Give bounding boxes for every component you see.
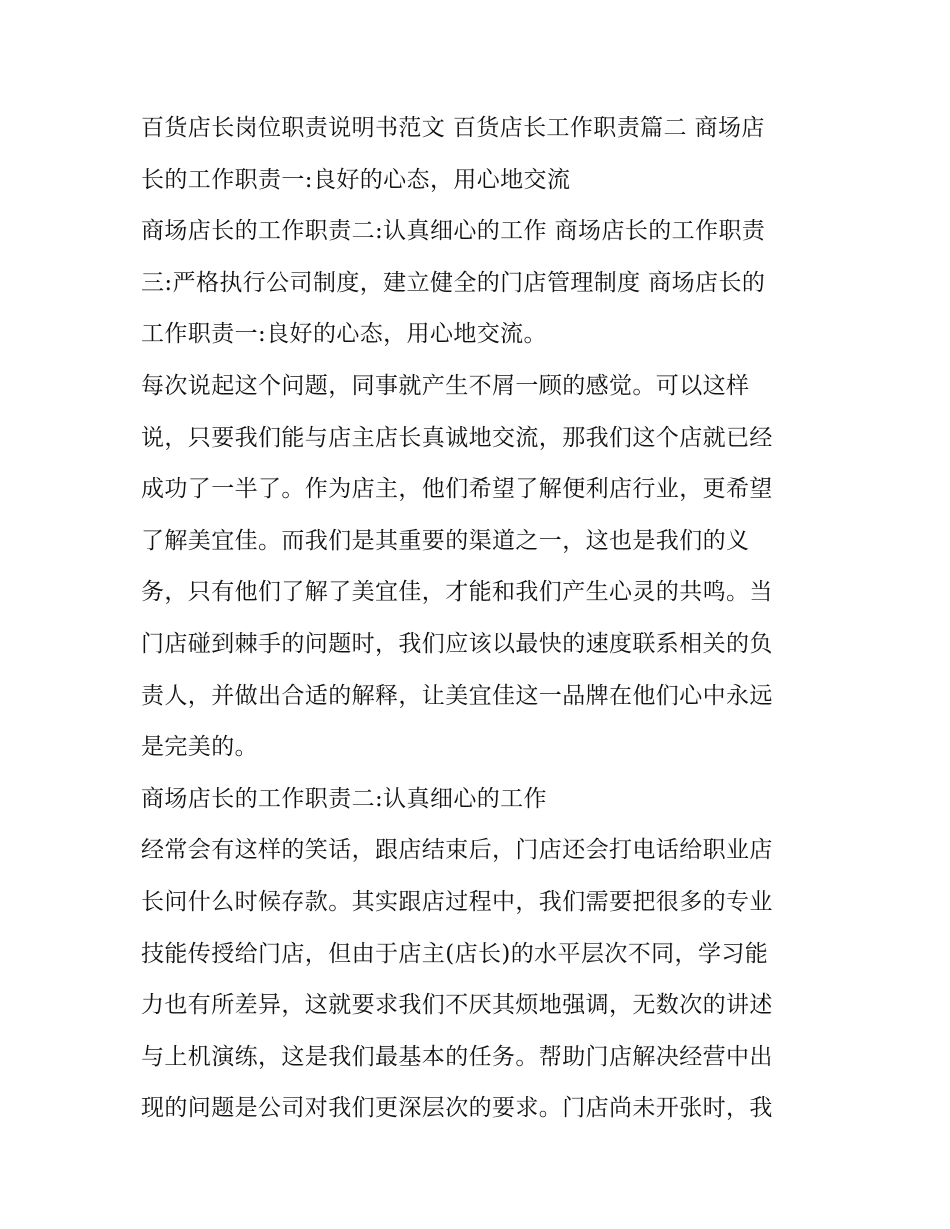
- text-line-10: 务，只有他们了解了美宜佳，才能和我们产生心灵的共鸣。当: [141, 579, 773, 606]
- text-line-14: 商场店长的工作职责二:认真细心的工作: [141, 785, 547, 812]
- text-line-2: 长的工作职责一:良好的心态，用心地交流: [141, 166, 571, 193]
- text-line-9: 了解美宜佳。而我们是其重要的渠道之一，这也是我们的义: [141, 527, 750, 554]
- text-line-8: 成功了一半了。作为店主，他们希望了解便利店行业，更希望: [141, 476, 773, 503]
- text-line-20: 现的问题是公司对我们更深层次的要求。门店尚未开张时，我: [141, 1095, 773, 1122]
- text-line-4: 三:严格执行公司制度，建立健全的门店管理制度 商场店长的: [141, 269, 766, 296]
- text-line-1: 百货店长岗位职责说明书范文 百货店长工作职责篇二 商场店: [141, 115, 765, 141]
- text-line-15: 经常会有这样的笑话，跟店结束后，门店还会打电话给职业店: [141, 837, 773, 864]
- text-line-5: 工作职责一:良好的心态，用心地交流。: [141, 321, 547, 348]
- text-line-7: 说，只要我们能与店主店长真诚地交流，那我们这个店就已经: [141, 424, 773, 451]
- text-line-11: 门店碰到棘手的问题时，我们应该以最快的速度联系相关的负: [141, 630, 773, 657]
- text-line-17: 技能传授给门店，但由于店主(店长)的水平层次不同，学习能: [141, 940, 769, 967]
- text-line-18: 力也有所差异，这就要求我们不厌其烦地强调，无数次的讲述: [141, 992, 773, 1019]
- text-line-12: 责人，并做出合适的解释，让美宜佳这一品牌在他们心中永远: [141, 682, 773, 709]
- document-body: [141, 103, 821, 1135]
- text-line-16: 长问什么时候存款。其实跟店过程中，我们需要把很多的专业: [141, 888, 773, 915]
- text-line-3: 商场店长的工作职责二:认真细心的工作 商场店长的工作职责: [141, 218, 766, 245]
- text-line-13: 是完美的。: [141, 734, 258, 761]
- text-line-6: 每次说起这个问题，同事就产生不屑一顾的感觉。可以这样: [141, 372, 750, 399]
- text-line-19: 与上机演练，这是我们最基本的任务。帮助门店解决经营中出: [141, 1043, 773, 1070]
